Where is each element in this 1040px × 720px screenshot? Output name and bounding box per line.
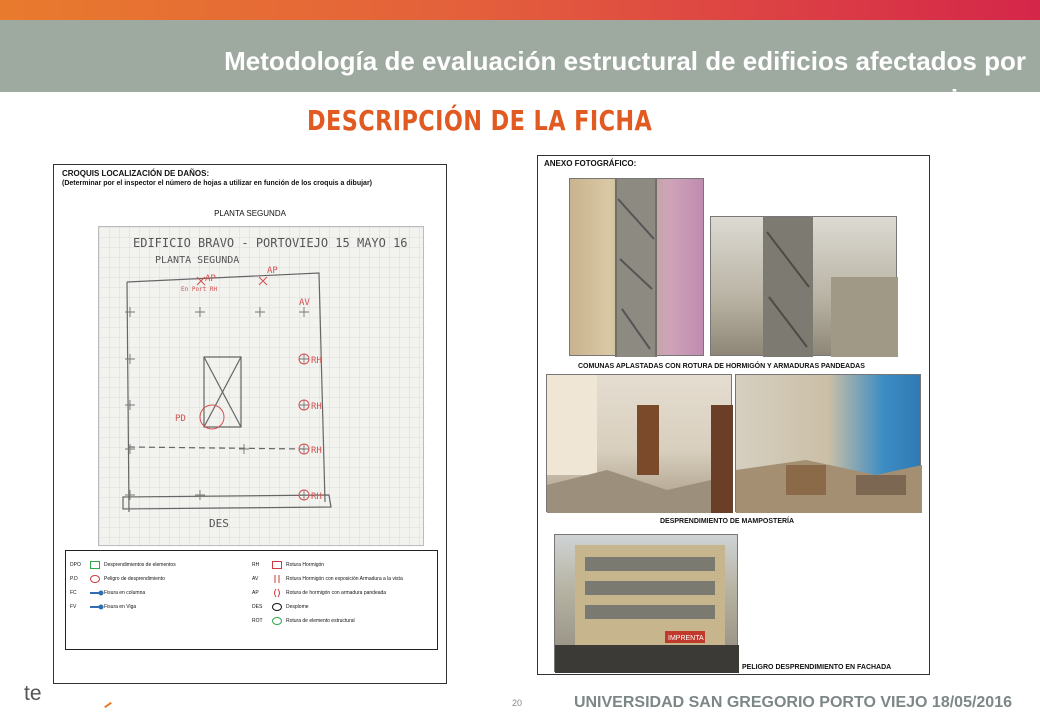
facade-image (555, 535, 739, 673)
sketch-label-rh1: RH (311, 356, 322, 366)
green-circle-icon (272, 617, 282, 625)
sketch-label-rh3: RH (311, 446, 322, 456)
legend-item: P.D Peligro de desprendimiento (70, 576, 165, 582)
legend-item: DPO Desprendimientos de elementos (70, 562, 176, 568)
legend-item: RH Rotura Hormigón (252, 562, 325, 568)
legend-item: DES Desplome (252, 604, 309, 610)
photo-annex-sheet (537, 155, 930, 675)
photo-masonry-2 (735, 374, 921, 512)
logo-fragment: te (24, 682, 42, 705)
crack-line-icon (90, 603, 100, 611)
sketch-text-line1: EDIFICIO BRAVO - PORTOVIEJO 15 MAYO 16 (133, 236, 408, 250)
sketch-label-enport: En Port RH (181, 286, 218, 293)
sketch-text-line2: PLANTA SEGUNDA (155, 255, 240, 266)
legend-item: FV Fisura en Viga (70, 604, 137, 610)
photo-crushed-column-2 (710, 216, 897, 356)
sketch-label-ap1: AP (205, 274, 216, 284)
photo-crushed-column-1 (569, 178, 704, 356)
sketch-subheading: (Determinar por el inspector el número de hojas a utilizar en función de los croquis a dibujar) (62, 180, 373, 187)
sketch-label-pd: PD (175, 414, 186, 424)
black-circle-icon (272, 603, 282, 611)
column-image (570, 179, 705, 357)
damage-legend (65, 550, 438, 650)
green-square-icon (90, 561, 100, 569)
header-band (0, 20, 1040, 114)
legend-item: AV Rotura Hormigón con exposición Armadura a la vista (252, 576, 403, 582)
sketch-label-ap2: AP (267, 266, 278, 276)
page-number: 20 (512, 698, 523, 708)
legend-item: FC Fisura en columna (70, 590, 146, 596)
legend-item: ROT Rotura de elemento estructural (252, 618, 355, 624)
column-image (711, 217, 898, 357)
damage-sketch-sheet (53, 164, 447, 684)
bracket-icon (272, 589, 282, 597)
red-circle-icon (90, 575, 100, 583)
section-subtitle: DESCRIPCIÓN DE LA FICHA (307, 104, 653, 137)
facade-sign-text: IMPRENTA (668, 635, 704, 642)
red-square-icon (272, 561, 282, 569)
plan-title: PLANTA SEGUNDA (214, 209, 286, 218)
slide-title: Metodología de evaluación estructural de edificios afectados por sismos (224, 46, 1026, 114)
crack-line-icon (90, 589, 100, 597)
logo-accent (104, 702, 112, 708)
masonry-image (547, 375, 733, 513)
sketch-label-rh4: RH (311, 492, 322, 502)
photo-caption-masonry: DESPRENDIMIENTO DE MAMPOSTERÍA (660, 518, 795, 525)
floor-plan-sketch (98, 226, 424, 546)
floor-plan-drawing (99, 227, 425, 547)
top-accent-bar (0, 0, 1040, 20)
photo-masonry-1 (546, 374, 732, 512)
legend-item: AP Rotura de hormigón con armadura pandeada (252, 590, 387, 596)
sketch-label-av: AV (299, 298, 310, 308)
sketch-label-des: DES (209, 517, 229, 530)
photo-facade (554, 534, 738, 672)
footer-text: UNIVERSIDAD SAN GREGORIO PORTO VIEJO 18/05/2016 (573, 694, 1012, 711)
sketch-label-rh2: RH (311, 402, 322, 412)
sketch-heading: CROQUIS LOCALIZACIÓN DE DAÑOS: (62, 169, 210, 178)
masonry-image (736, 375, 922, 513)
photo-annex-heading: ANEXO FOTOGRÁFICO: (544, 159, 637, 168)
double-bar-icon (272, 575, 282, 583)
photo-caption-columns: COMUNAS APLASTADAS CON ROTURA DE HORMIGÓN Y ARMADURAS PANDEADAS (578, 363, 865, 370)
photo-caption-facade: PELIGRO DESPRENDIMIENTO EN FACHADA (742, 664, 892, 671)
